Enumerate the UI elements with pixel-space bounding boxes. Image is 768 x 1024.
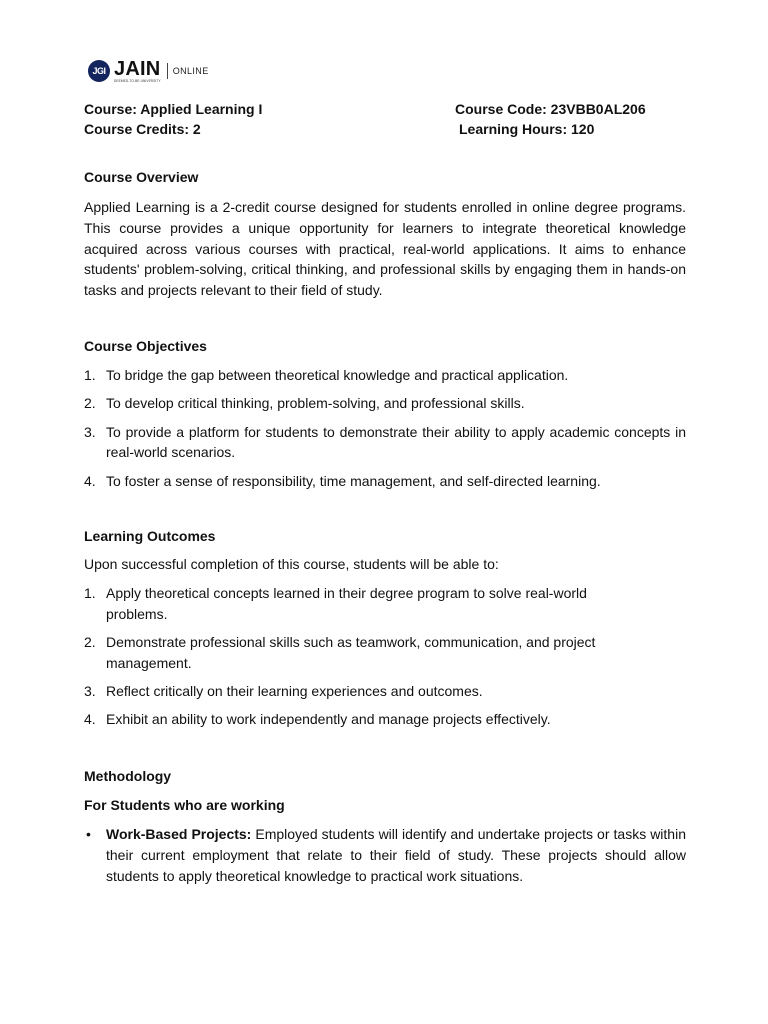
outcomes-intro: Upon successful completion of this course, students will be able to: — [84, 556, 499, 572]
learning-hours: Learning Hours: 120 — [459, 121, 595, 137]
logo-tagline: DEEMED-TO-BE UNIVERSITY — [114, 78, 161, 83]
logo-name: JAIN — [114, 57, 161, 80]
list-item: 2. To develop critical thinking, problem-solving, and professional skills. — [84, 395, 525, 412]
logo-online-label: ONLINE — [172, 66, 209, 76]
bullet-text: Employed students will identify and undertake projects or tasks within their current employment that relate to their field of study. These projects should allow students to apply theoretical knowledge to practical work situations. — [106, 826, 686, 884]
bullet-icon: • — [86, 826, 91, 842]
objectives-heading: Course Objectives — [84, 338, 207, 354]
overview-paragraph: Applied Learning is a 2-credit course designed for students enrolled in online degree programs. This course provides a unique opportunity for learners to integrate theoretical knowledge acquired across various courses with practical, real-world applications. It aims to enhance students' problem-solving, critical thinking, and professional skills by engaging them in hands-on tasks and projects relevant to their field of study. — [84, 199, 686, 299]
course-code: Course Code: 23VBB0AL206 — [455, 101, 646, 117]
list-item — [84, 824, 686, 886]
logo-wordmark — [114, 59, 161, 83]
objectives-list — [84, 365, 686, 499]
outcomes-list — [84, 583, 686, 738]
list-item: 3. To provide a platform for students to demonstrate their ability to apply academic concepts in real-world scenarios. — [84, 423, 686, 461]
course-credits: Course Credits: 2 — [84, 121, 201, 137]
logo-badge: JGI — [88, 60, 110, 82]
methodology-heading: Methodology — [84, 768, 172, 784]
bullet-label: Work-Based Projects: — [106, 826, 252, 842]
list-item: 4. To foster a sense of responsibility, time management, and self-directed learning. — [84, 472, 601, 489]
list-item: 3. Reflect critically on their learning experiences and outcomes. — [84, 683, 483, 700]
outcomes-heading: Learning Outcomes — [84, 528, 216, 544]
list-item: 4. Exhibit an ability to work independently and manage projects effectively. — [84, 711, 551, 728]
list-item: 2. Demonstrate professional skills such as teamwork, communication, and project management. — [84, 634, 596, 671]
university-logo — [88, 58, 209, 84]
list-item: 1. Apply theoretical concepts learned in their degree program to solve real-world problems. — [84, 585, 587, 622]
list-item: 1. To bridge the gap between theoretical knowledge and practical application. — [84, 367, 569, 383]
methodology-bullets — [84, 824, 686, 886]
overview-heading: Course Overview — [84, 169, 199, 185]
course-name: Course: Applied Learning I — [84, 101, 263, 117]
logo-divider — [167, 63, 168, 79]
methodology-subheading: For Students who are working — [84, 797, 285, 813]
